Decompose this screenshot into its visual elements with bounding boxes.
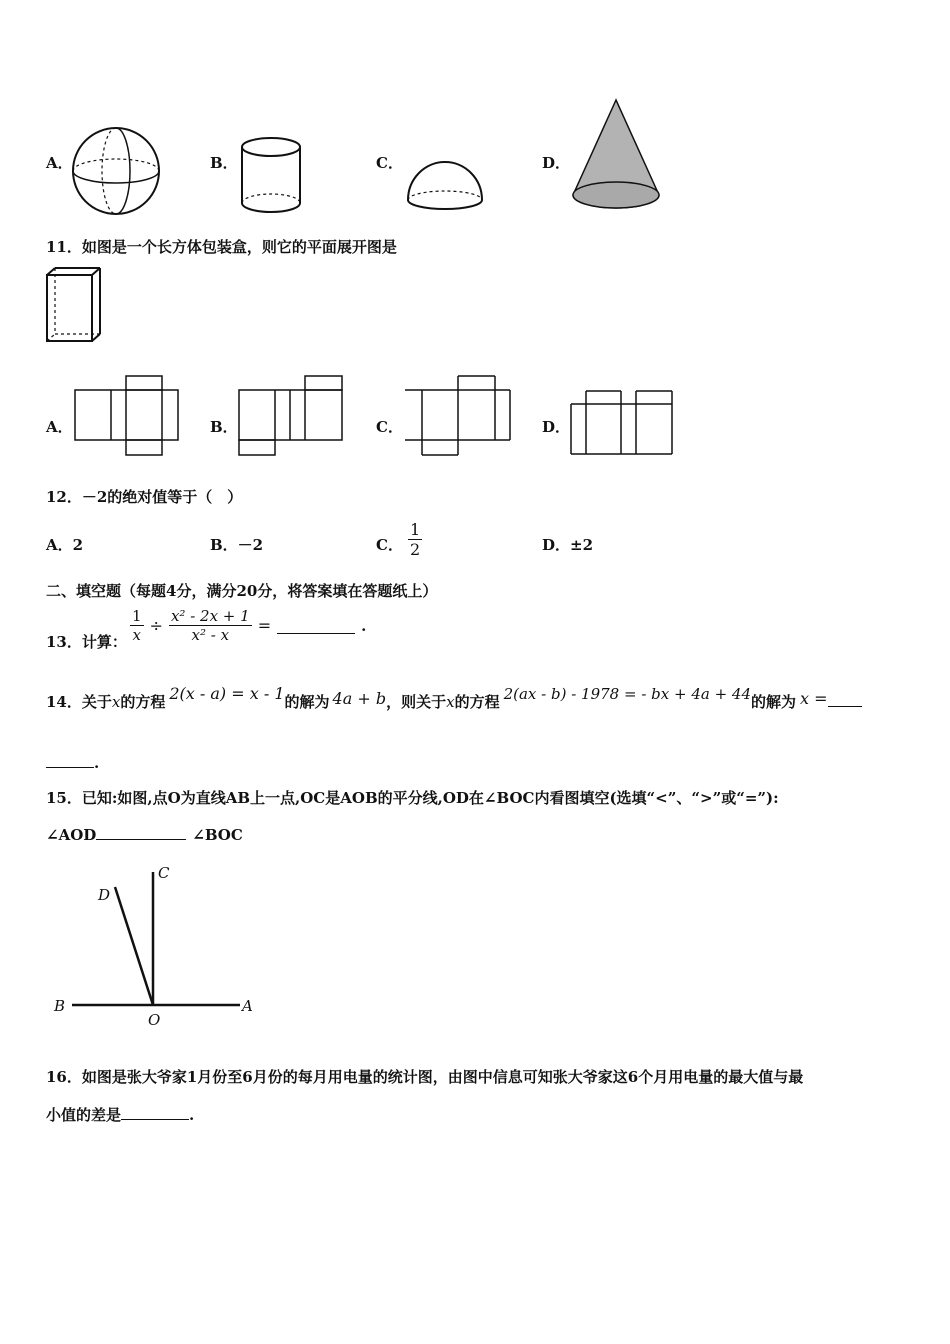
net-c — [404, 375, 514, 457]
q13-f1-denominator: x — [132, 626, 141, 644]
hemisphere-icon — [405, 158, 485, 216]
q14-text-1: 14．关于 — [46, 693, 112, 711]
q13-f2-numerator: x² - 2x + 1 — [170, 607, 250, 625]
q14-line — [46, 684, 906, 712]
net-a — [74, 375, 182, 457]
section-title: 二、填空题（每题4分，满分20分，将答案填在答题纸上） — [46, 582, 438, 600]
q13-f2-denominator: x² - x — [191, 626, 230, 644]
q10-option-b-label: B． — [210, 154, 238, 172]
q14-equation-1: 2(x - a) = x - 1 — [169, 684, 285, 703]
q11-option-c-label: C． — [376, 418, 403, 436]
q14-answer-blank-2[interactable] — [46, 751, 94, 768]
q14-text-5: 的方程 — [454, 693, 500, 711]
q15-answer-blank[interactable] — [96, 823, 186, 840]
label-c: C — [158, 864, 170, 882]
q14-line-2 — [46, 751, 99, 772]
cylinder-icon — [238, 135, 304, 217]
q14-var-x1: x — [111, 693, 121, 711]
fraction-denominator: 2 — [410, 540, 421, 559]
q11-option-a-label: A． — [46, 418, 73, 436]
q15-stem: 15．已知:如图,点O为直线AB上一点,OC是AOB的平分线,OD在∠BOC内看图填空(选填“<”、“>”或“=”): — [46, 789, 779, 807]
q10-option-d-label: D． — [542, 154, 571, 172]
q12-option-b: B．－2 — [210, 536, 264, 554]
q14-answer-blank-1[interactable] — [828, 690, 862, 707]
q11-option-d-label: D． — [542, 418, 571, 436]
q14-var-x2: x — [446, 693, 455, 711]
net-d — [570, 390, 676, 460]
net-b — [238, 375, 346, 457]
label-d: D — [98, 886, 111, 904]
q15-left-angle: ∠AOD — [46, 826, 97, 844]
q13-period: . — [361, 616, 367, 635]
q10-option-c-label: C． — [376, 154, 403, 172]
q12-option-d: D．±2 — [542, 536, 594, 554]
q14-period: . — [94, 754, 100, 772]
divide-symbol: ÷ — [149, 616, 163, 635]
q13-prefix: 13．计算： — [46, 633, 127, 651]
sphere-icon — [70, 125, 162, 217]
q16-line-2-text: 小值的差是 — [46, 1106, 122, 1124]
q14-equation-2: 2(ax - b) - 1978 = - bx + 4a + 44 — [503, 685, 752, 703]
q15-right-angle: ∠BOC — [192, 826, 243, 844]
q12-option-c-fraction — [408, 520, 422, 559]
q10-option-a-label: A． — [46, 154, 73, 172]
label-b: B — [54, 997, 66, 1015]
q13-f1-numerator: 1 — [132, 607, 142, 625]
q14-x-equals: x = — [800, 689, 828, 708]
q15-fill-line — [46, 823, 243, 844]
q13-answer-blank[interactable] — [277, 617, 355, 634]
q12-option-c-label: C． — [376, 536, 403, 554]
q16-line-1: 16．如图是张大爷家1月份至6月份的每月用电量的统计图，由图中信息可知张大爷家这6个月用电量的最大值与最 — [46, 1068, 804, 1086]
q14-text-6: 的解为 — [751, 693, 797, 711]
q14-text-3: 的解为 — [284, 693, 330, 711]
angle-figure — [50, 860, 265, 1030]
q11-option-b-label: B． — [210, 418, 238, 436]
q12-option-a: A．2 — [46, 536, 84, 554]
q16-line-2 — [46, 1103, 194, 1125]
box-figure — [44, 265, 104, 345]
q16-answer-blank[interactable] — [121, 1103, 189, 1120]
fraction-numerator: 1 — [410, 520, 421, 539]
q11-stem: 11．如图是一个长方体包装盒，则它的平面展开图是 — [46, 238, 397, 256]
label-a: A — [242, 997, 253, 1015]
q12-stem: 12．－2的绝对值等于（ ） — [46, 488, 243, 506]
label-o: O — [148, 1011, 161, 1029]
cone-icon — [570, 97, 662, 217]
q14-text-4: ，则关于 — [386, 693, 447, 711]
q13-expression — [130, 607, 366, 644]
q16-period: . — [189, 1106, 195, 1124]
equals-symbol: = — [257, 616, 272, 635]
q14-text-2: 的方程 — [120, 693, 166, 711]
q14-solution: 4a + b — [332, 689, 387, 708]
